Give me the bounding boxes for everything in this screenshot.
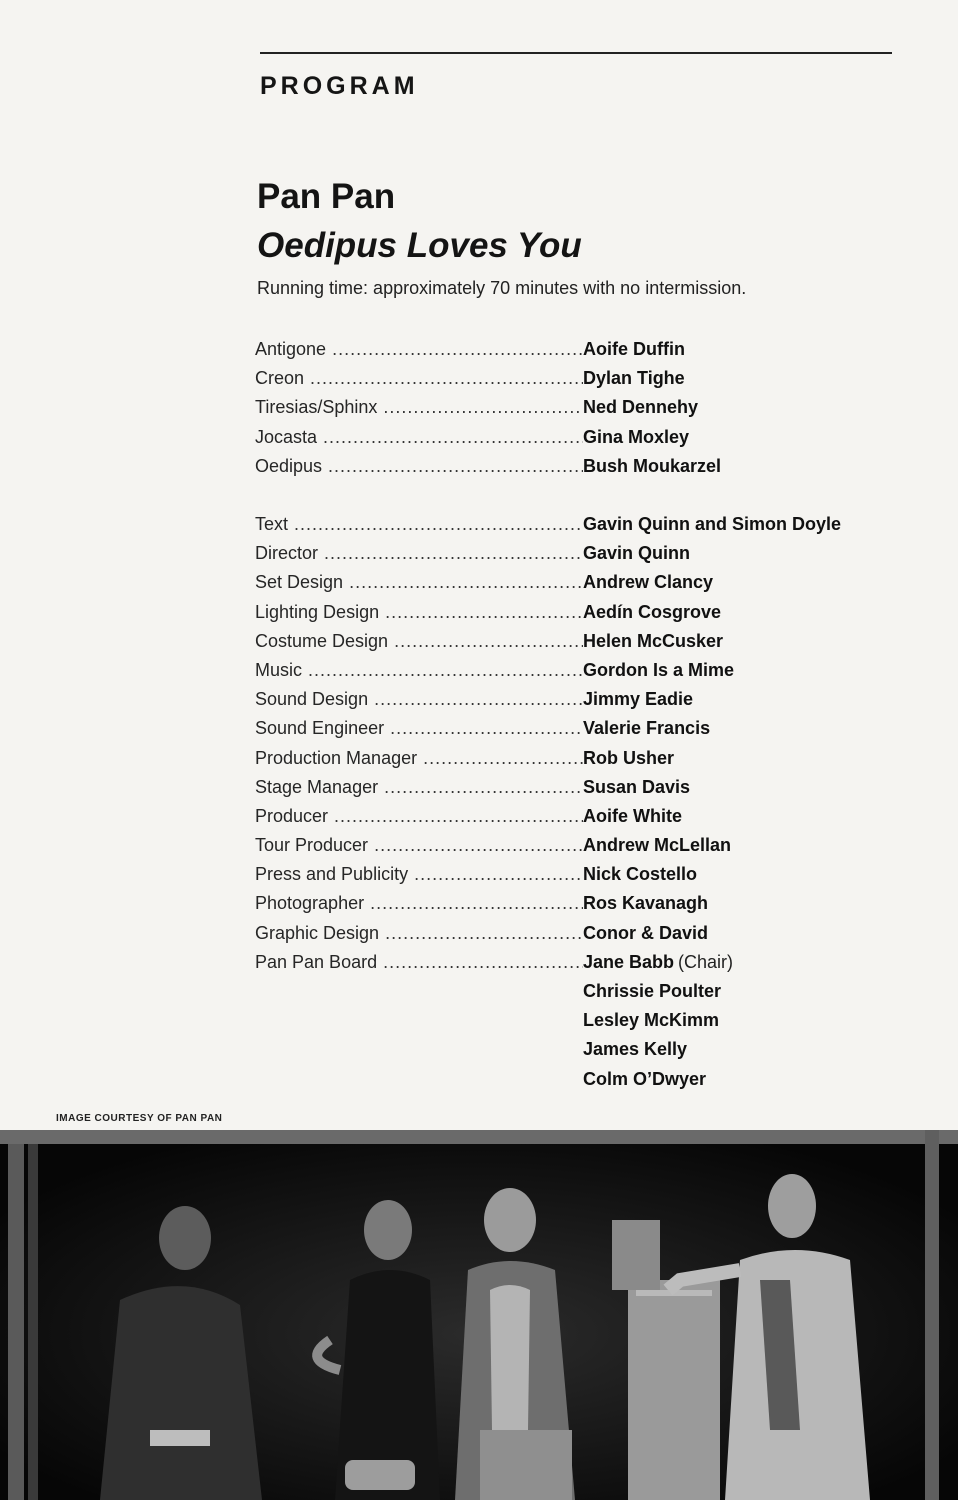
crew-row bbox=[255, 568, 875, 597]
credit-role: Production Manager ..... bbox=[255, 748, 583, 769]
credit-name: Andrew McLellan bbox=[583, 835, 732, 856]
credit-role: Photographer ..... bbox=[255, 893, 583, 914]
credit-name: Gavin Quinn bbox=[583, 543, 691, 564]
cast-row bbox=[255, 423, 875, 452]
crew-row bbox=[255, 860, 875, 889]
section-gap bbox=[255, 481, 875, 510]
crew-row bbox=[255, 685, 875, 714]
credit-name: Andrew Clancy bbox=[583, 572, 714, 593]
credit-role: Sound Engineer ..... bbox=[255, 718, 583, 739]
credit-role: Set Design ..... bbox=[255, 572, 583, 593]
credit-role: Music ..... bbox=[255, 660, 583, 681]
credit-role: Tour Producer ..... bbox=[255, 835, 583, 856]
credit-role: Antigone ..... bbox=[255, 339, 583, 360]
credit-name: Aoife White bbox=[583, 805, 682, 826]
credit-role: Sound Design ..... bbox=[255, 689, 583, 710]
credit-name: Aedín Cosgrove bbox=[583, 601, 722, 622]
board-member-name: Lesley McKimm bbox=[583, 1010, 720, 1031]
section-heading: PROGRAM bbox=[260, 72, 419, 100]
credit-name: Helen McCusker bbox=[583, 630, 724, 651]
credit-role: Stage Manager ..... bbox=[255, 777, 583, 798]
top-rule bbox=[260, 52, 892, 54]
credit-name: Ros Kavanagh bbox=[583, 893, 709, 914]
cast-row bbox=[255, 364, 875, 393]
credit-role: Lighting Design ..... bbox=[255, 602, 583, 623]
crew-row bbox=[255, 802, 875, 831]
crew-row bbox=[255, 773, 875, 802]
crew-row bbox=[255, 598, 875, 627]
board-member-name: Chrissie Poulter bbox=[583, 981, 722, 1002]
credit-role: Press and Publicity ..... bbox=[255, 864, 583, 885]
board-row bbox=[255, 948, 875, 977]
credit-role: Tiresias/Sphinx ..... bbox=[255, 397, 583, 418]
board-member-row bbox=[255, 1035, 875, 1064]
credit-name: Conor & David bbox=[583, 922, 709, 943]
board-member-row bbox=[255, 1006, 875, 1035]
crew-row bbox=[255, 627, 875, 656]
credit-name: Susan Davis bbox=[583, 776, 691, 797]
crew-row bbox=[255, 743, 875, 772]
credit-role: Producer ..... bbox=[255, 806, 583, 827]
credit-name: Aoife Duffin bbox=[583, 339, 685, 360]
credit-name: Valerie Francis bbox=[583, 718, 711, 739]
credit-role: Oedipus ..... bbox=[255, 456, 583, 477]
crew-row bbox=[255, 539, 875, 568]
credit-role: Costume Design ..... bbox=[255, 631, 583, 652]
board-member-row bbox=[255, 977, 875, 1006]
credit-role: Creon ..... bbox=[255, 368, 583, 389]
show-title: Oedipus Loves You bbox=[257, 226, 582, 265]
credit-name: Gavin Quinn and Simon Doyle bbox=[583, 514, 842, 535]
cast-row bbox=[255, 452, 875, 481]
board-chair-name: Jane Babb bbox=[583, 951, 675, 972]
crew-row bbox=[255, 714, 875, 743]
board-member-row bbox=[255, 1065, 875, 1094]
credits-list bbox=[255, 335, 875, 1094]
crew-row bbox=[255, 831, 875, 860]
board-member-name: Colm O’Dwyer bbox=[583, 1068, 707, 1089]
production-photo bbox=[0, 1130, 958, 1500]
credit-name: Rob Usher bbox=[583, 747, 675, 768]
crew-row bbox=[255, 919, 875, 948]
credit-name: Gordon Is a Mime bbox=[583, 659, 735, 680]
crew-row bbox=[255, 510, 875, 539]
running-time: Running time: approximately 70 minutes with no intermission. bbox=[257, 278, 747, 298]
credit-name: Bush Moukarzel bbox=[583, 455, 722, 476]
production-photo-image bbox=[0, 1130, 958, 1500]
crew-row bbox=[255, 656, 875, 685]
credit-name: Nick Costello bbox=[583, 864, 698, 885]
credit-name: Ned Dennehy bbox=[583, 397, 699, 418]
credit-name: Dylan Tighe bbox=[583, 368, 685, 389]
credit-role: Jocasta ..... bbox=[255, 427, 583, 448]
credit-role: Graphic Design ..... bbox=[255, 923, 583, 944]
cast-row bbox=[255, 393, 875, 422]
company-name: Pan Pan bbox=[257, 177, 396, 216]
credit-role: Text ..... bbox=[255, 514, 583, 535]
credit-name: Gina Moxley bbox=[583, 426, 690, 447]
board-chair-note: (Chair) bbox=[678, 951, 734, 972]
credit-role: Pan Pan Board ..... bbox=[255, 952, 583, 973]
cast-row bbox=[255, 335, 875, 364]
credit-role: Director ..... bbox=[255, 543, 583, 564]
credit-name: Jimmy Eadie bbox=[583, 689, 694, 710]
crew-row bbox=[255, 889, 875, 918]
board-member-name: James Kelly bbox=[583, 1039, 688, 1060]
image-caption: IMAGE COURTESY OF PAN PAN bbox=[56, 1113, 223, 1124]
